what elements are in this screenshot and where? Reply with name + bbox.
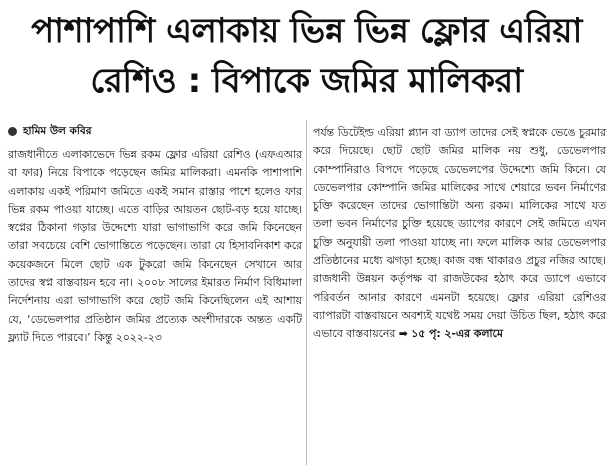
headline-line-1: পাশাপাশি এলাকায় ভিন্ন ভিন্ন ফ্লোর এরিয়া [31,11,582,51]
article-text-right-body: পর্যন্ত ডিটেইল্ড এরিয়া প্ল্যান বা ড্যাপ তাদের সেই স্বপ্নকে ভেঙে চুরমার করে দিয়েছে। ছোট ছোট জমির মালিক নয় শুধু, ডেভেলপার কোম্পানিরাও বিপদে পড়েছে ডেভেলপের উদ্দেশ্যে জমি কিনে। যে ডেভেলপার কোম্পানি জমির মালিকের সাথে শেয়ারে ভবন নির্মাণের চুক্তি করেছেন তাদের ভোগান্তিটা অন্য রকম। মালিকের সাথে যত তলা ভবন নির্মাণের চুক্তি হয়েছে ড্যাপের কারণে সেই জমিতে এখন চুক্তি অনুযায়ী তলা পাওয়া যাচ্ছে না। ফলে মালিক আর ডেভেলপার প্রতিষ্ঠানের মধ্যে ঝগড়া হচ্ছে। কাজ বন্ধ থাকারও প্রচুর নজির আছে। রাজধানী উন্নয়ন কর্তৃপক্ষ বা রাজউকের হঠাৎ করে ড্যাপে এভাবে পরিবর্তন আনার কারণে এমনটা হয়েছে। ফ্লোর এরিয়া রেশিওর ব্যাপারটা বাস্তবায়নে অবশ্যই যথেষ্ট সময় দেয়া উচিত ছিল, হঠাৎ করে এভাবে বাস্তবায়নের [313,126,606,341]
column-divider [306,120,307,465]
bullet-icon [8,127,17,136]
article-text-left: রাজধানীতে এলাকাভেদে ভিন্ন রকম ফ্লোর এরিয়া রেশিও (এফএআর বা ফার) নিয়ে বিপাকে পড়েছেন জমির মালিকরা। এমনকি পাশাপাশি এলাকায় একই পরিমাণ জমিতে একই সমান রাস্তার পাশে হলেও ফার ভিন্ন রকম পাওয়া যাচ্ছে। এতে বাড়ির আয়তন ছোট-বড় হয়ে যাচ্ছে। স্বপ্নের ঠিকানা গড়ার উদ্দেশ্যে যারা ভাগাভাগি করে জমি কিনেছেন তারা সবচেয়ে বেশি ভোগান্তিতে পড়েছেন। তারা যে হিসাবনিকাশ করে কয়েকজনে মিলে ছোট এক টুকরো জমি কিনেছেন সেখানে আর তাদের স্বপ্ন বাস্তবায়ন হবে না। ২০০৮ সালের ইমারত নির্মাণ বিধিমালা নির্দেশনায় এরা ভাগাভাগি করে ছোট জমি কিনেছিলেন এই আশায় যে, ‘ডেভেলপার প্রতিষ্ঠান জমির প্রত্যেক অংশীদারকে অন্তত একটি ফ্ল্যাট দিতে পারবে।’ কিন্তু ২০২২-২৩ [8,148,302,344]
continue-arrow-icon: ➡ [398,327,408,341]
article-column-right [313,124,606,344]
article-column-left [8,146,302,347]
byline [8,124,92,138]
article-text-right [313,124,606,344]
author-name: হামিম উল কবির [23,125,92,137]
continued-on[interactable]: ১৫ পৃ: ২-এর কলামে [411,327,503,341]
headline-line-2: রেশিও : বিপাকে জমির মালিকরা [90,61,523,101]
